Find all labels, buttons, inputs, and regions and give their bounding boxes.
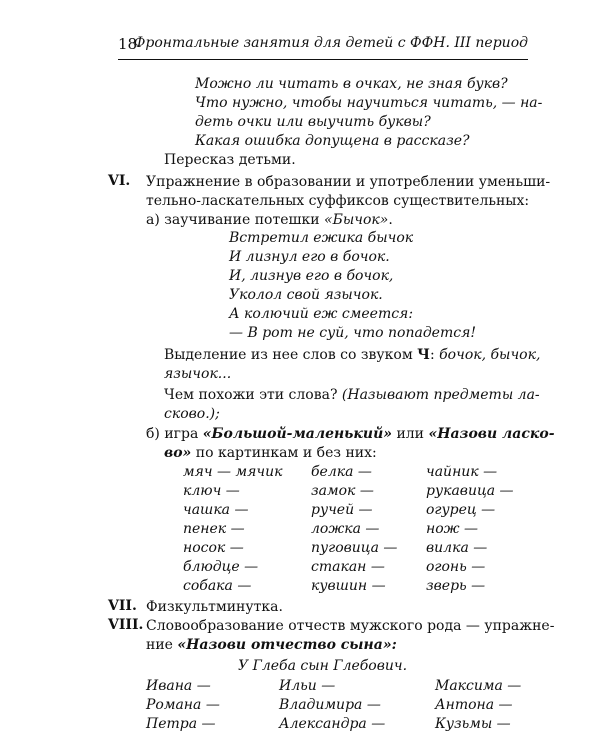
example-line: У Глеба сын Глебович. <box>238 658 408 674</box>
name-cell: Романа — <box>146 697 220 713</box>
word-cell: пуговица — <box>311 540 398 556</box>
poem-line: Встретил ежика бычок <box>229 230 414 246</box>
selection-words: бочок, бычок, <box>439 347 541 363</box>
word-cell: вилка — <box>426 540 488 556</box>
poem-line: Уколол свой язычок. <box>229 287 383 303</box>
poem-line: И, лизнув его в бочок, <box>229 268 394 284</box>
name-cell: Ивана — <box>146 678 211 694</box>
selection-words-cont: язычок... <box>164 366 232 382</box>
name-cell: Владимира — <box>279 697 381 713</box>
name-cell: Петра — <box>146 716 216 732</box>
section-8-game: «Назови отчество сына»: <box>177 637 397 653</box>
question-line: Что нужно, чтобы научиться читать, — на- <box>195 95 543 111</box>
item-b-line2 <box>164 444 377 462</box>
item-b-or: или <box>392 426 429 442</box>
name-cell: Антона — <box>435 697 513 713</box>
word-cell: кувшин — <box>311 578 386 594</box>
item-a-prefix: а) заучивание потешки <box>146 212 325 228</box>
word-cell: блюдце — <box>183 559 259 575</box>
question-line <box>164 386 540 404</box>
section-7-title: Физкультминутка. <box>146 599 283 615</box>
section-8-title-line2 <box>146 636 397 654</box>
word-cell: белка — <box>311 464 372 480</box>
page-number: 18 <box>118 35 138 53</box>
retelling-line: Пересказ детьми. <box>164 152 296 168</box>
question-text: Чем похожи эти слова? <box>164 387 342 403</box>
poem-line: — В рот не суй, что попадется! <box>229 325 476 341</box>
poem-line: И лизнул его в бочок. <box>229 249 390 265</box>
item-b-game1: «Большой-маленький» <box>202 426 392 442</box>
word-cell: мяч — мячик <box>183 464 283 480</box>
section-8-title-prefix: ние <box>146 637 178 653</box>
selection-prefix: Выделение из нее слов со звуком <box>164 347 418 363</box>
section-7-numeral: VII. <box>108 598 137 614</box>
item-a-line <box>146 211 393 229</box>
section-6-numeral: VI. <box>108 173 131 189</box>
item-b-prefix: б) игра <box>146 426 203 442</box>
word-cell: рукавица — <box>426 483 514 499</box>
question-note: (Называют предметы ла- <box>341 387 540 403</box>
word-cell: чашка — <box>183 502 249 518</box>
question-line: деть очки или выучить буквы? <box>195 114 431 130</box>
word-cell: чайник — <box>426 464 498 480</box>
item-b-suffix: по картинкам и без них: <box>191 445 377 461</box>
word-cell: зверь — <box>426 578 486 594</box>
word-cell: носок — <box>183 540 244 556</box>
question-line: Какая ошибка допущена в рассказе? <box>195 133 470 149</box>
item-a-suffix: . <box>388 212 393 228</box>
name-cell: Ильи — <box>279 678 336 694</box>
word-cell: нож — <box>426 521 479 537</box>
name-cell: Александра — <box>279 716 386 732</box>
word-cell: огурец — <box>426 502 496 518</box>
section-6-title: Упражнение в образовании и употреблении уменьши- <box>146 174 551 190</box>
item-b-game2: «Назови ласко- <box>428 426 555 442</box>
section-8-numeral: VIII. <box>108 617 144 633</box>
word-cell: огонь — <box>426 559 486 575</box>
word-cell: пенек — <box>183 521 245 537</box>
running-title: Фронтальные занятия для детей с ФФН. III период <box>133 35 528 51</box>
name-cell: Кузьмы — <box>435 716 511 732</box>
item-a-title: «Бычок» <box>324 212 389 228</box>
word-cell: собака — <box>183 578 252 594</box>
poem-line: А колючий еж смеется: <box>229 306 414 322</box>
item-b-game2-end: во» <box>164 445 192 461</box>
word-cell: ключ — <box>183 483 240 499</box>
word-cell: замок — <box>311 483 374 499</box>
selection-colon: : <box>429 347 440 363</box>
selection-letter: Ч <box>417 347 430 363</box>
section-6-title: тельно-ласкательных суффиксов существительных: <box>146 193 530 209</box>
page-header <box>118 35 528 60</box>
word-cell: стакан — <box>311 559 385 575</box>
item-b-line <box>146 425 555 443</box>
selection-line <box>164 346 540 364</box>
word-cell: ложка — <box>311 521 380 537</box>
question-line: Можно ли читать в очках, не зная букв? <box>195 76 508 92</box>
word-cell: ручей — <box>311 502 373 518</box>
question-note-cont: сково.); <box>164 406 220 422</box>
name-cell: Максима — <box>435 678 522 694</box>
section-8-title: Словообразование отчеств мужского рода — упражне- <box>146 618 555 634</box>
